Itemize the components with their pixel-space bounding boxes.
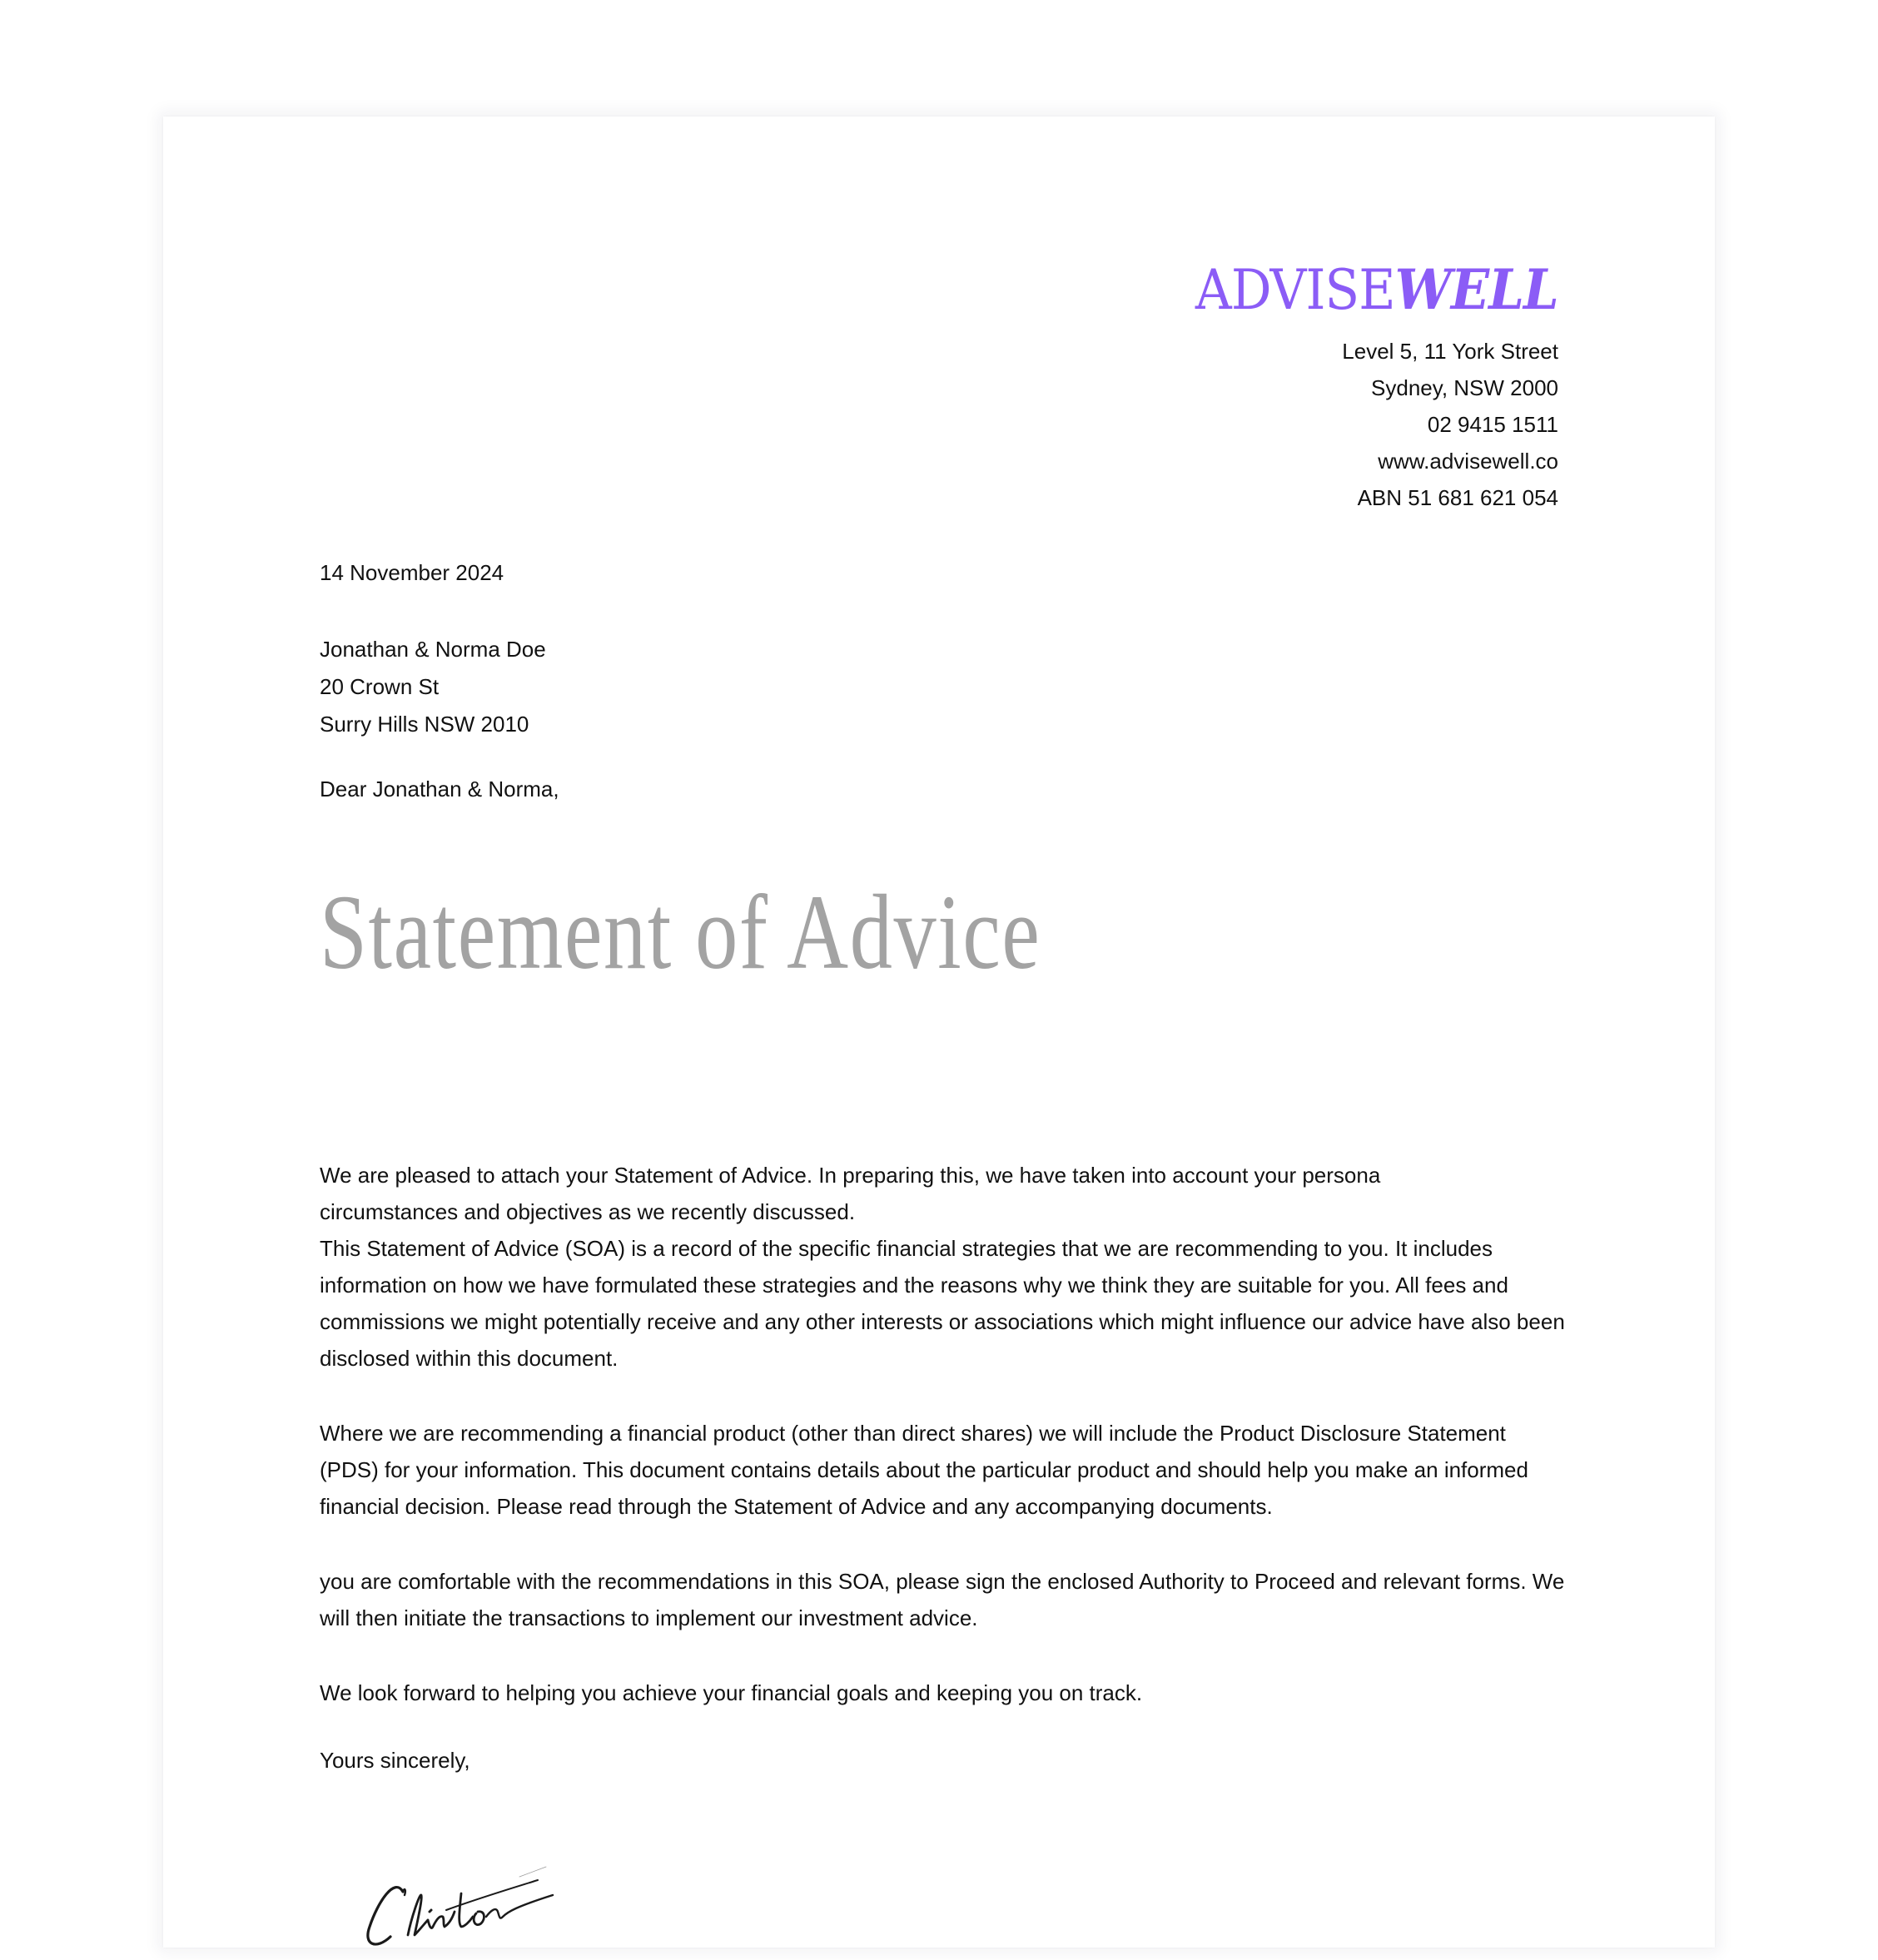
company-address-street: Level 5, 11 York Street: [1342, 339, 1558, 364]
company-abn: ABN 51 681 621 054: [1357, 485, 1558, 510]
paragraph-soa-description: This Statement of Advice (SOA) is a record of the specific financial strategies that we are recommending to you. It includes information on how we have formulated these strategies and the reasons why we think they are suitable for you. All fees and commissions we might potentially receive and any other interests or associations which might influence our advice have also been disclosed within this document.: [320, 1236, 1565, 1371]
paragraph-authority: you are comfortable with the recommendations in this SOA, please sign the enclosed Authority to Proceed and relevant forms. We will then initiate the transactions to implement our investment advice.: [320, 1569, 1565, 1630]
letterhead: [1164, 257, 1558, 516]
company-phone: 02 9415 1511: [1427, 412, 1558, 437]
letter-body: [320, 1157, 1568, 1711]
paragraph-pds: Where we are recommending a financial product (other than direct shares) we will include the Product Disclosure Statement (PDS) for your information. This document contains details about the particular product and should help you make an informed financial decision. Please read through the Statement of Advice and any accompanying documents.: [320, 1421, 1528, 1519]
paragraph-closing-remark: We look forward to helping you achieve your financial goals and keeping you on track.: [320, 1680, 1143, 1705]
company-website: www.advisewell.co: [1378, 449, 1558, 474]
logo-text-well: WELL: [1394, 257, 1558, 322]
letter-date: 14 November 2024: [320, 560, 504, 585]
closing-line: Yours sincerely,: [320, 1748, 470, 1773]
company-address-city: Sydney, NSW 2000: [1371, 375, 1558, 400]
logo-text-advise: ADVISE: [1195, 258, 1395, 322]
signature-image: [353, 1843, 561, 1960]
recipient-address: [320, 631, 546, 743]
paragraph-intro: We are pleased to attach your Statement of Advice. In preparing this, we have taken into account your persona circumstances and objectives as we recently discussed.: [320, 1163, 1381, 1224]
letter-page: [163, 117, 1715, 1948]
company-address: [1164, 333, 1558, 516]
company-logo: [1195, 257, 1558, 322]
recipient-street: 20 Crown St: [320, 674, 440, 699]
recipient-city: Surry Hills NSW 2010: [320, 712, 529, 737]
salutation: Dear Jonathan & Norma,: [320, 777, 559, 801]
document-title: Statement of Advice: [320, 873, 1041, 991]
recipient-name: Jonathan & Norma Doe: [320, 637, 546, 662]
